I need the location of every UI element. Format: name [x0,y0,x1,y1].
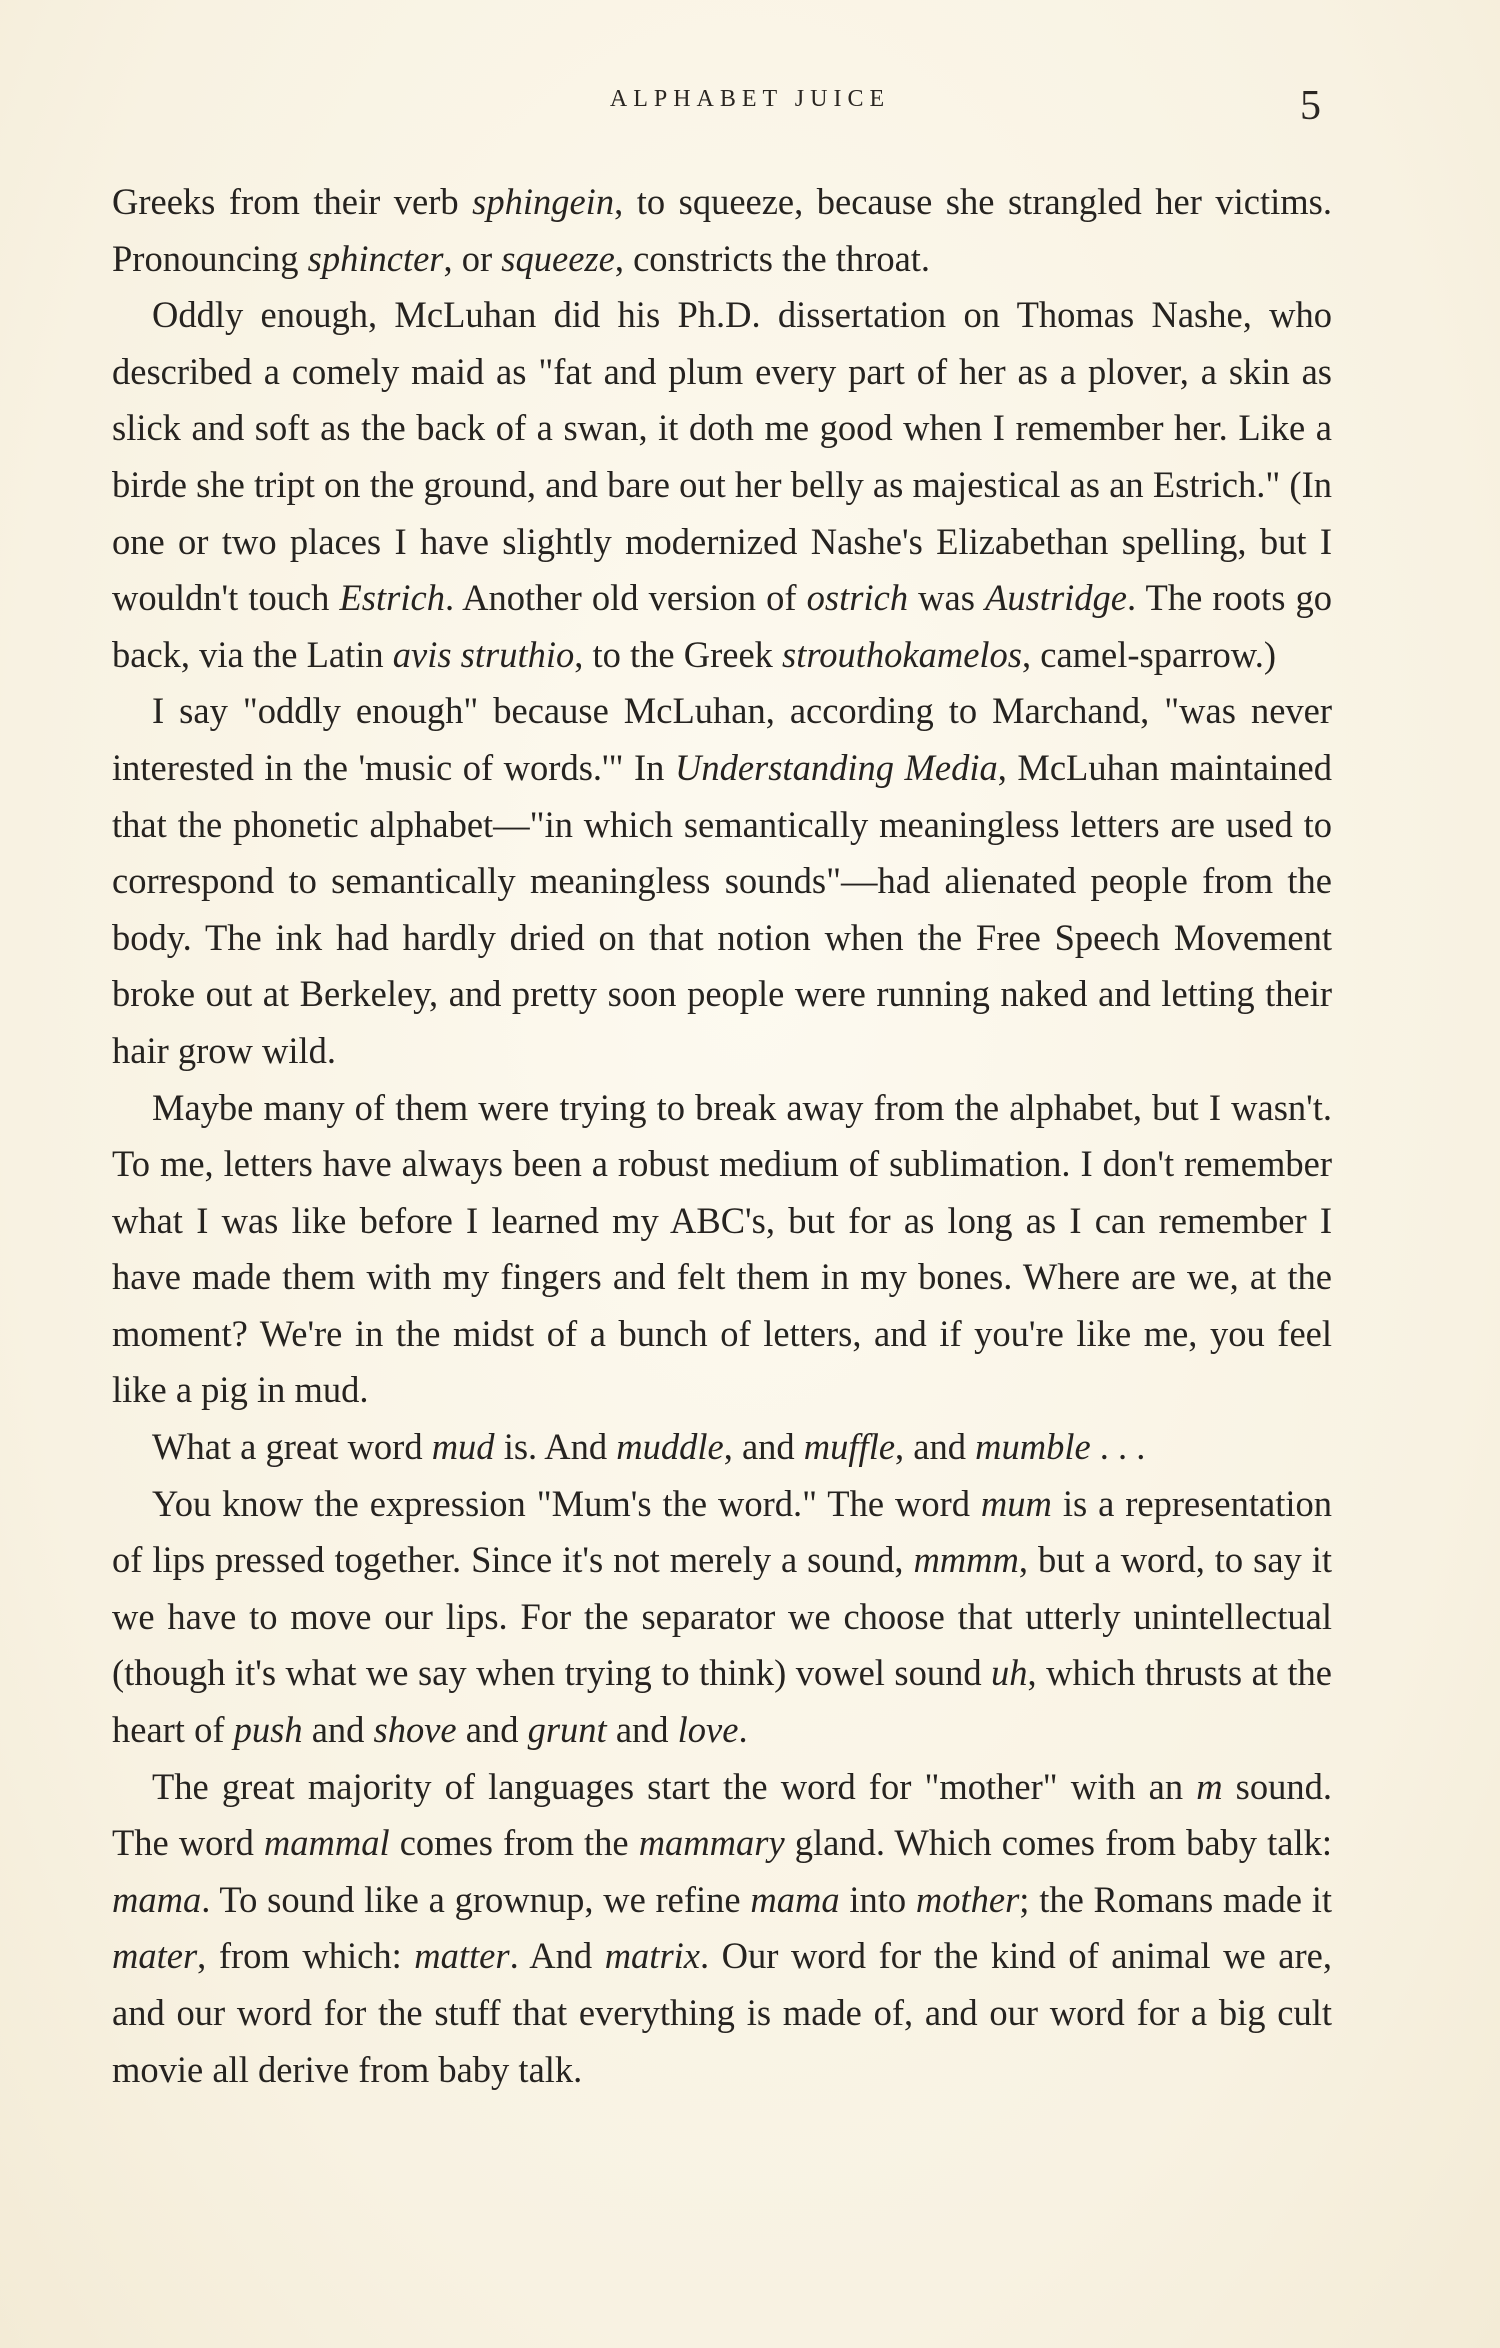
text-run: . . . [1090,1426,1146,1468]
text-run: and [456,1709,528,1751]
paragraph [112,683,1332,1079]
text-run: is. And [494,1426,617,1468]
text-run: and [302,1709,374,1751]
text-run: , McLuhan maintained that the phonetic alphabet—"in which semantically meaningless letters are used to correspond to semantically meaningless sounds"—had alienated people from the body. The ink had hardly dried on that notion when the Free Speech Movement broke out at Berkeley, and pretty soon people were running naked and letting their hair grow wild. [112,746,1332,1071]
italic-text: uh [991,1652,1028,1694]
text-run: gland. Which comes from baby talk: [784,1822,1332,1864]
text-run: Greeks from their verb [112,181,473,222]
text-run: and [606,1709,678,1751]
text-run: , from which: [197,1935,415,1977]
italic-text: strouthokamelos [782,633,1022,675]
text-run: . To sound like a grownup, we refine [201,1878,751,1920]
italic-text: avis struthio [392,633,575,675]
italic-text: muffle [803,1426,896,1468]
italic-text: push [233,1709,303,1751]
running-head: ALPHABET JUICE [609,86,891,112]
text-run: . The roots go back, via the Latin [112,577,1332,675]
paragraph [112,1476,1332,1759]
italic-text: mama [750,1878,840,1920]
text-run: , and [895,1426,976,1468]
text-run: What a great word [152,1426,432,1468]
paragraph [112,1759,1332,2099]
text-run: into [839,1878,916,1920]
italic-text: sphincter [307,237,444,279]
italic-text: mama [112,1878,202,1920]
text-run: The great majority of languages start the word for "mother" with an [152,1765,1197,1807]
italic-text: muddle [616,1426,724,1468]
paragraph [112,1419,1332,1476]
text-run: , camel-sparrow.) [1022,633,1277,675]
paragraph [112,1080,1332,1420]
text-run: ; the Romans made it [1019,1878,1332,1920]
text-run: was [908,577,986,619]
italic-text: mammal [263,1822,390,1864]
italic-text: mother [915,1878,1020,1920]
text-run: , or [443,237,502,279]
italic-text: mumble [975,1426,1091,1468]
text-run: Maybe many of them were trying to break away from the alphabet, but I wasn't. To me, letters have always been a robust medium of sublimation. I don't remember what I was like before I learned my ABC's, but for as long as I can remember I have made them with my fingers and felt them in my bones. Where are we, at the moment? We're in the midst of a bunch of letters, and if you're like me, you feel like a pig in mud. [112,1086,1332,1411]
text-run: , which thrusts at the heart of [112,1652,1332,1751]
text-run: , to the Greek [574,633,783,675]
italic-text: matter [414,1935,510,1977]
italic-text: Estrich [339,577,445,619]
page-number: 5 [1300,83,1321,129]
italic-text: mater [112,1935,198,1977]
text-run: , and [723,1426,804,1468]
text-run: is a representation of lips pressed together. Since it's not merely a sound, [112,1482,1332,1581]
italic-text: matrix [604,1935,700,1977]
text-run: , but a word, to say it we have to move our lips. For the separator we choose that utterly unintellectual (though it's what we say when trying to think) vowel sound [112,1539,1333,1694]
italic-text: m [1196,1765,1223,1807]
paragraph [112,287,1332,683]
italic-text: mum [980,1482,1052,1524]
body-text [112,174,1332,2098]
text-run: You know the expression "Mum's the word." The word [152,1482,981,1524]
italic-text: Austridge [985,577,1127,619]
text-run: sound. The word [112,1765,1332,1864]
italic-text: squeeze [501,237,615,279]
italic-text: mammary [638,1822,785,1864]
italic-text: ostrich [806,577,909,619]
italic-text: love [677,1709,739,1751]
text-run: . Another old version of [444,577,807,619]
italic-text: shove [373,1709,457,1751]
text-run: , constricts the throat. [614,237,931,279]
text-run: . Our word for the kind of animal we are, and our word for the stuff that everything is made of, and our word for a big cult movie all derive from baby talk. [112,1935,1332,2090]
italic-text: Understanding Media [674,746,998,788]
text-run: . And [509,1935,605,1977]
italic-text: sphingein [472,181,615,222]
text-run: I say "oddly enough" because McLuhan, according to Marchand, "was never interested in the 'music of words.'" In [112,690,1332,788]
italic-text: grunt [527,1709,607,1751]
italic-text: mud [431,1426,495,1468]
text-run: Oddly enough, McLuhan did his Ph.D. dissertation on Thomas Nashe, who described a comely maid as "fat and plum every part of her as a plover, a skin as slick and soft as the back of a swan, it doth me good when I remember her. Like a birde she tript on the ground, and bare out her belly as majestical as an Estrich." (In one or two places I have slightly modernized Nashe's Elizabethan spelling, but I wouldn't touch [112,294,1332,619]
italic-text: mmmm [913,1539,1019,1581]
text-run: . [738,1709,748,1751]
text-run: comes from the [389,1822,639,1864]
text-run: , to squeeze, because she strangled her victims. Pronouncing [112,181,1332,279]
paragraph [112,174,1332,287]
